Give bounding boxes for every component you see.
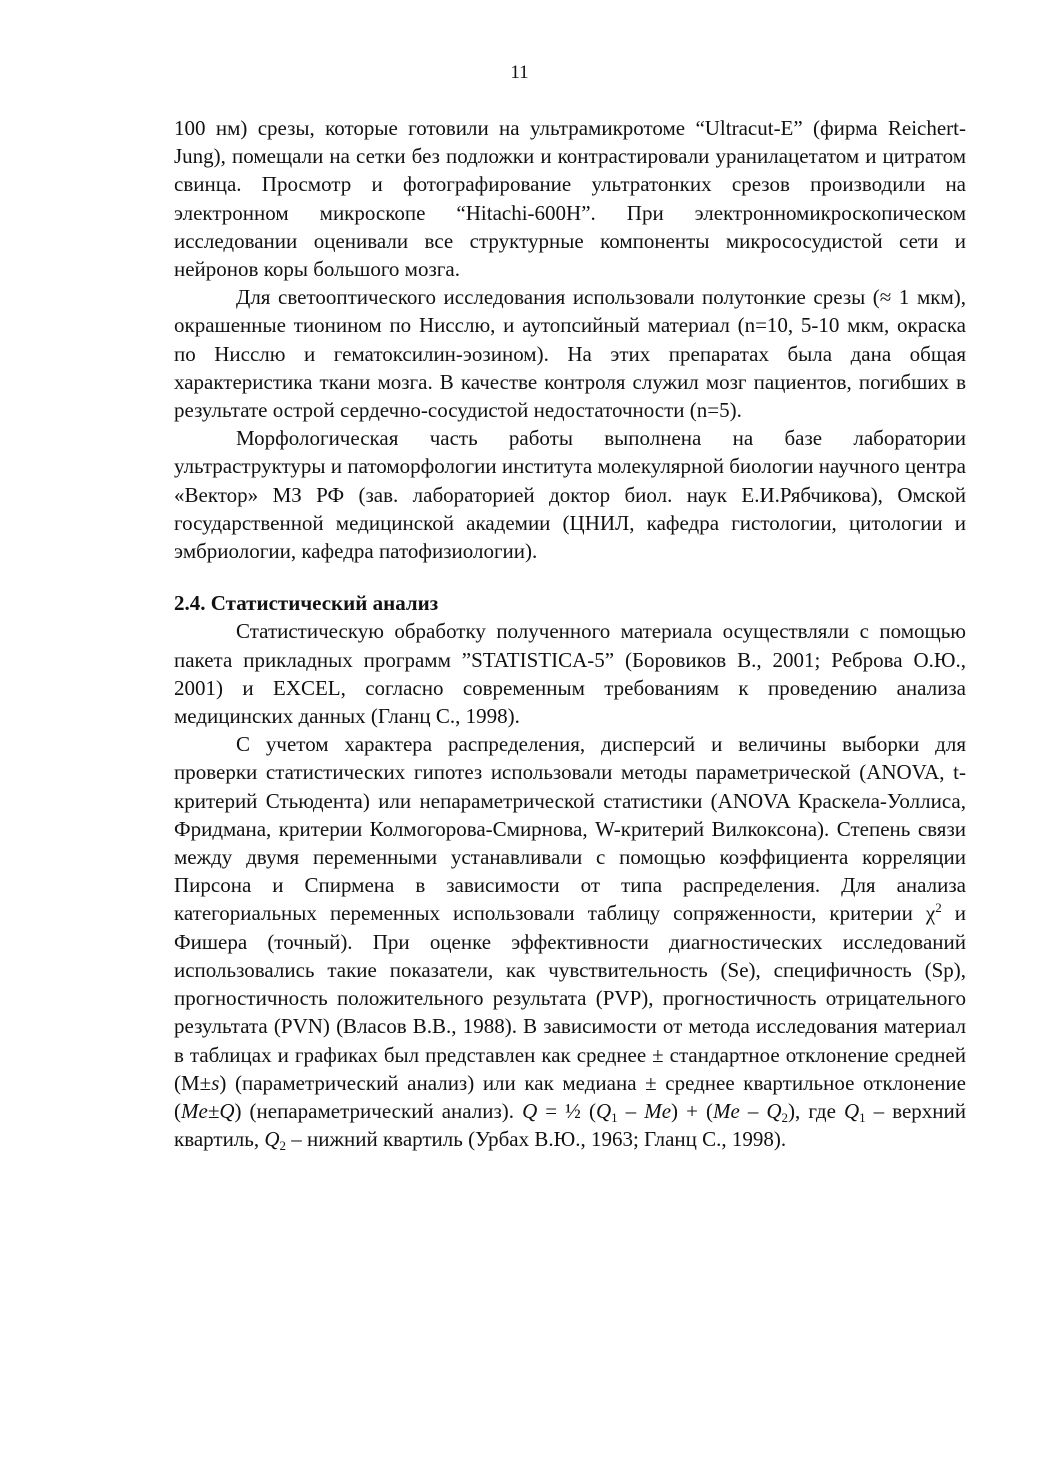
formula-minus-me: – Me — [617, 1098, 672, 1123]
page-number: 11 — [510, 62, 529, 83]
formula-plus: ) + ( — [671, 1098, 713, 1123]
paragraph-morphology-base: Морфологическая часть работы выполнена на базе лаборатории ультраструктуры и патоморфологии института молекулярной биологии научного центра «Вектор» МЗ РФ (зав. лабораторией доктор биол. наук Е.И.Рябчикова), Омской государственной медицинской академии (ЦНИЛ, кафедра гистологии, цитологии и эмбриологии, кафедра патофизиологии). — [174, 426, 966, 564]
paragraph-methods-em: 100 нм) срезы, которые готовили на ультрамикротоме “Ultracut-E” (фирма Reichert-Jung), помещали на сетки без подложки и контрастировали уранилацетатом и цитратом свинца. Просмотр и фотографирование ультратонких срезов производили на электронном микроскопе “Hitachi-600H”. При электронномикроскопическом исследовании оценивали все структурные компоненты микрососудистой сети и нейронов коры большого мозга. — [174, 116, 966, 282]
formula-q2-subscript: 2 — [781, 1109, 789, 1125]
formula-q2-lower-subscript: 2 — [279, 1138, 287, 1154]
formula-close: ), где — [788, 1098, 844, 1123]
formula-q1-subscript: 1 — [611, 1109, 618, 1125]
paragraph-statistics-methods — [174, 730, 966, 1153]
text-run: – верхний квартиль, — [174, 1098, 967, 1152]
italic-s: s — [211, 1070, 220, 1095]
formula-q1: Q — [595, 1098, 612, 1123]
formula-q1-upper: Q — [843, 1098, 860, 1123]
section-heading-statistics: 2.4. Статистический анализ — [174, 591, 439, 616]
formula-q: Q — [522, 1098, 538, 1123]
paragraph-light-microscopy: Для светооптического исследования использовали полутонкие срезы (≈ 1 мкм), окрашенные тионином по Нисслю, и аутопсийный материал (n=10, 5-10 мкм, окраска по Нисслю и гематоксилин-эозином). На этих препаратах была дана общая характеристика ткани мозга. В качестве контроля служил мозг пациентов, погибших в результате острой сердечно-сосудистой недостаточности (n=5). — [174, 285, 966, 423]
text-run: С учетом характера распределения, дисперсий и величины выборки для проверки статистических гипотез использовали методы параметрической (ANOVA, t-критерий Стьюдента) или непараметрической статистики (ANOVA Краскела-Уоллиса, Фридмана, критерии Колмогорова-Смирнова, W-критерий Вилкоксона). Степень связи между двумя переменными устанавливали с помощью коэффициента корреляции Пирсона и Спирмена в зависимости от типа распределения. Для анализа категориальных переменных использовали таблицу сопряженности, критерии — [174, 732, 966, 926]
formula-q2-lower: Q — [264, 1127, 280, 1152]
formula-eq: = ½ ( — [537, 1098, 596, 1123]
chi-superscript: 2 — [935, 900, 942, 916]
document-body — [174, 114, 966, 1153]
paragraph-statistics-software: Статистическую обработку полученного материала осуществляли с помощью пакета прикладных программ ”STATISTICA-5” (Боровиков В., 2001; Реброва О.Ю., 2001) и EXCEL, согласно современным требованиям к проведению анализа медицинских данных (Гланц С., 1998). — [174, 619, 966, 729]
formula-me-q2: Me – Q — [712, 1098, 782, 1123]
formula-q1-upper-subscript: 1 — [859, 1109, 866, 1125]
text-run: ) (непараметрический анализ). — [234, 1098, 523, 1123]
text-run: – нижний квартиль (Урбах В.Ю., 1963; Гланц С., 1998). — [286, 1127, 787, 1152]
chi-symbol: χ — [925, 901, 936, 926]
text-run: ) (параметрический анализ) или как медиана ± среднее квартильное отклонение ( — [174, 1070, 966, 1123]
text-run: и Фишера (точный). При оценке эффективности диагностических исследований использовались такие показатели, как чувствительность (Se), специфичность (Sp), прогностичность положительного результата (PVP), прогностичность отрицательного результата (PVN) (Власов В.В., 1988). В зависимости от метода исследования материал в таблицах и графиках был представлен как среднее ± стандартное отклонение средней (M± — [174, 901, 966, 1095]
italic-me-q: Me±Q — [181, 1098, 235, 1123]
